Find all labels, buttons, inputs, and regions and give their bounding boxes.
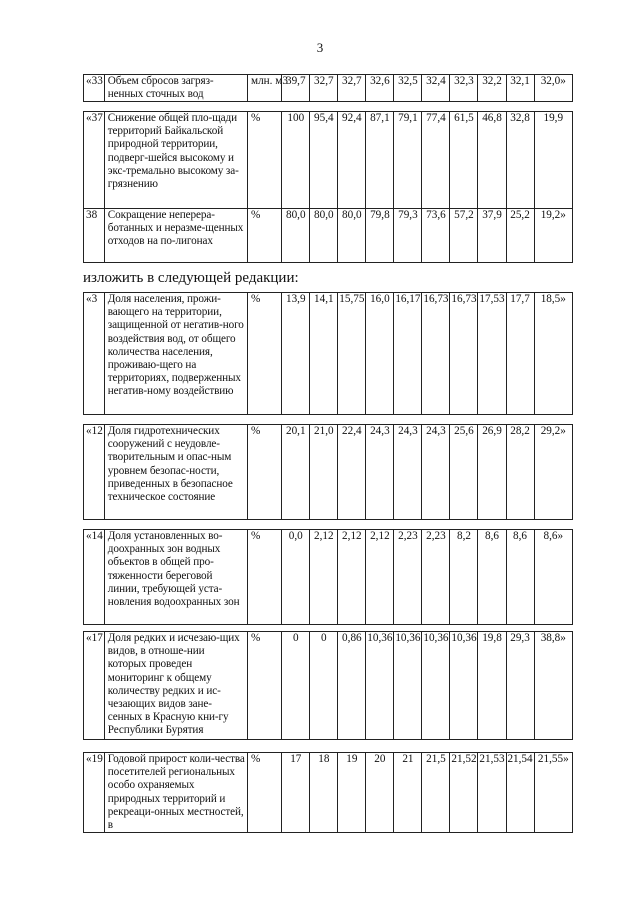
- value-cell: 8,6: [478, 530, 506, 625]
- table-row: [84, 112, 573, 209]
- table-row: [84, 530, 573, 625]
- unit-cell: %: [248, 209, 282, 263]
- value-cell: 21,5: [422, 753, 450, 833]
- value-cell: 0: [282, 632, 310, 740]
- value-cell: 13,9: [282, 293, 310, 415]
- value-cell: 17,7: [506, 293, 534, 415]
- row-number: «17: [84, 632, 105, 740]
- value-cell: 26,9: [478, 425, 506, 520]
- value-cell: 80,0: [338, 209, 366, 263]
- table-new-12: [83, 424, 573, 520]
- value-cell: 10,36: [450, 632, 478, 740]
- table-old-33: [83, 74, 573, 102]
- indicator-name: Снижение общей пло-щади территорий Байкальской природной территории, подверг-шейся высокому и экс-тремально высокому за-грязнению: [104, 112, 247, 209]
- value-cell: 79,8: [366, 209, 394, 263]
- table-row: [84, 632, 573, 740]
- value-cell: 10,36: [366, 632, 394, 740]
- indicator-name: Доля редких и исчезаю-щих видов, в отноше-нии которых проведен мониторинг к общему количеству редких и ис-чезающих видов зане-сенных в Красную кни-гу Республики Бурятия: [104, 632, 247, 740]
- value-cell: 0,0: [282, 530, 310, 625]
- value-cell: 2,23: [422, 530, 450, 625]
- value-cell: 14,1: [310, 293, 338, 415]
- value-cell: 2,12: [338, 530, 366, 625]
- value-cell: 17,53: [478, 293, 506, 415]
- row-number: «33: [84, 75, 105, 102]
- row-number: «19: [84, 753, 105, 833]
- value-cell: 79,1: [394, 112, 422, 209]
- value-cell: 100: [282, 112, 310, 209]
- row-number: «12: [84, 425, 105, 520]
- value-cell: 25,2: [506, 209, 534, 263]
- table-row: [84, 209, 573, 263]
- table-new-14: [83, 529, 573, 625]
- unit-cell: %: [248, 753, 282, 833]
- section-heading: изложить в следующей редакции:: [83, 270, 299, 286]
- row-number: 38: [84, 209, 105, 263]
- value-cell: 32,3: [450, 75, 478, 102]
- value-cell: 0,86: [338, 632, 366, 740]
- indicator-name: Сокращение неперера-ботанных и неразме-щенных отходов на по-лигонах: [104, 209, 247, 263]
- unit-cell: %: [248, 293, 282, 415]
- value-cell: 21,52: [450, 753, 478, 833]
- value-cell: 8,6: [506, 530, 534, 625]
- value-cell: 29,2»: [534, 425, 572, 520]
- value-cell: 21,54: [506, 753, 534, 833]
- unit-cell: %: [248, 425, 282, 520]
- indicator-name: Доля населения, прожи-вающего на территории, защищенной от негатив-ного воздействия вод, от общего количества населения, проживаю-щего на территориях, подверженных негатив-ному воздействию: [104, 293, 247, 415]
- value-cell: 32,1: [506, 75, 534, 102]
- indicator-name: Доля установленных во-доохранных зон водных объектов в общей про-тяженности береговой линии, требующей уста-новления водоохранных зон: [104, 530, 247, 625]
- value-cell: 8,2: [450, 530, 478, 625]
- value-cell: 25,6: [450, 425, 478, 520]
- value-cell: 38,8»: [534, 632, 572, 740]
- value-cell: 10,36: [394, 632, 422, 740]
- value-cell: 19,9: [534, 112, 572, 209]
- value-cell: 32,6: [366, 75, 394, 102]
- value-cell: 2,23: [394, 530, 422, 625]
- value-cell: 21,0: [310, 425, 338, 520]
- table-row: [84, 753, 573, 833]
- row-number: «3: [84, 293, 105, 415]
- value-cell: 24,3: [422, 425, 450, 520]
- value-cell: 16,0: [366, 293, 394, 415]
- table-new-3: [83, 292, 573, 415]
- indicator-name: Объем сбросов загряз-ненных сточных вод: [104, 75, 247, 102]
- value-cell: 21: [394, 753, 422, 833]
- value-cell: 19,8: [478, 632, 506, 740]
- table-row: [84, 75, 573, 102]
- unit-cell: %: [248, 632, 282, 740]
- table-row: [84, 293, 573, 415]
- value-cell: 8,6»: [534, 530, 572, 625]
- value-cell: 20: [366, 753, 394, 833]
- value-cell: 32,5: [394, 75, 422, 102]
- value-cell: 32,2: [478, 75, 506, 102]
- indicator-name: Годовой прирост коли-чества посетителей региональных особо охраняемых природных территорий и рекреаци-онных местностей, в: [104, 753, 247, 833]
- value-cell: 92,4: [338, 112, 366, 209]
- unit-cell: %: [248, 530, 282, 625]
- value-cell: 2,12: [366, 530, 394, 625]
- value-cell: 32,7: [310, 75, 338, 102]
- value-cell: 29,3: [506, 632, 534, 740]
- value-cell: 46,8: [478, 112, 506, 209]
- value-cell: 24,3: [366, 425, 394, 520]
- value-cell: 16,73: [450, 293, 478, 415]
- value-cell: 2,12: [310, 530, 338, 625]
- value-cell: 19: [338, 753, 366, 833]
- value-cell: 22,4: [338, 425, 366, 520]
- value-cell: 20,1: [282, 425, 310, 520]
- indicator-name: Доля гидротехнических сооружений с неудовле-творительным и опас-ным уровнем безопас-ности, приведенных в безопасное техническое состояние: [104, 425, 247, 520]
- value-cell: 32,8: [506, 112, 534, 209]
- value-cell: 19,2»: [534, 209, 572, 263]
- value-cell: 15,75: [338, 293, 366, 415]
- table-row: [84, 425, 573, 520]
- value-cell: 80,0: [310, 209, 338, 263]
- value-cell: 87,1: [366, 112, 394, 209]
- value-cell: 32,0»: [534, 75, 572, 102]
- value-cell: 21,53: [478, 753, 506, 833]
- value-cell: 73,6: [422, 209, 450, 263]
- value-cell: 16,17: [394, 293, 422, 415]
- value-cell: 57,2: [450, 209, 478, 263]
- unit-cell: %: [248, 112, 282, 209]
- value-cell: 32,7: [338, 75, 366, 102]
- row-number: «14: [84, 530, 105, 625]
- value-cell: 61,5: [450, 112, 478, 209]
- row-number: «37: [84, 112, 105, 209]
- page-number: 3: [316, 40, 324, 55]
- unit-cell: млн. м3: [248, 75, 282, 102]
- value-cell: 79,3: [394, 209, 422, 263]
- table-new-19: [83, 752, 573, 833]
- value-cell: 39,7: [282, 75, 310, 102]
- value-cell: 0: [310, 632, 338, 740]
- value-cell: 18: [310, 753, 338, 833]
- value-cell: 28,2: [506, 425, 534, 520]
- table-old-37-38: [83, 111, 573, 263]
- value-cell: 18,5»: [534, 293, 572, 415]
- table-new-17: [83, 631, 573, 740]
- value-cell: 80,0: [282, 209, 310, 263]
- value-cell: 16,73: [422, 293, 450, 415]
- value-cell: 32,4: [422, 75, 450, 102]
- value-cell: 24,3: [394, 425, 422, 520]
- value-cell: 10,36: [422, 632, 450, 740]
- value-cell: 21,55»: [534, 753, 572, 833]
- value-cell: 95,4: [310, 112, 338, 209]
- value-cell: 17: [282, 753, 310, 833]
- value-cell: 77,4: [422, 112, 450, 209]
- value-cell: 37,9: [478, 209, 506, 263]
